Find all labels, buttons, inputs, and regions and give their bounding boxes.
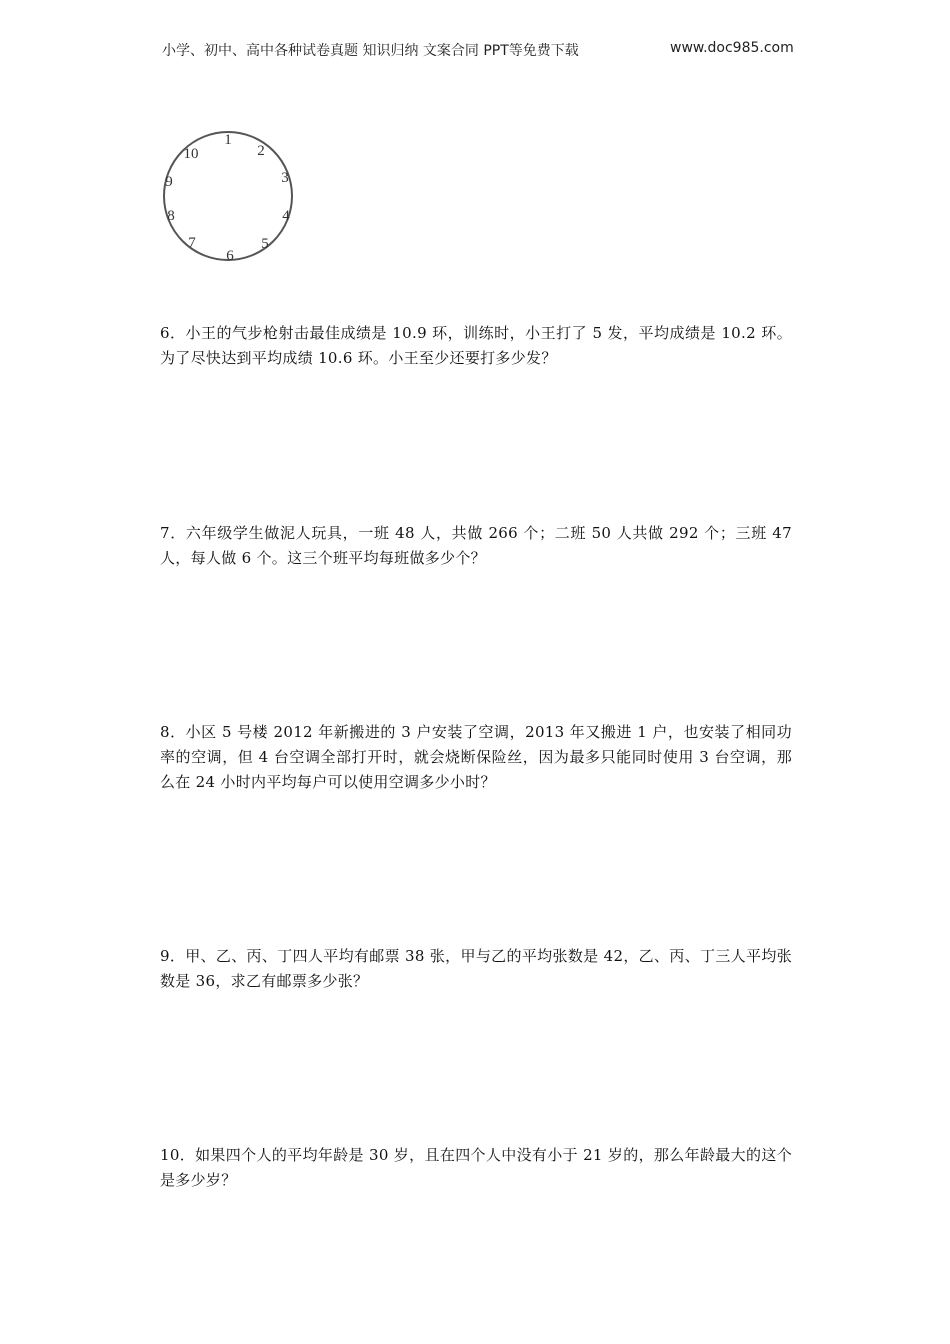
clock-number-8: 8 — [167, 208, 175, 224]
question-8: 8．小区 5 号楼 2012 年新搬进的 3 户安装了空调，2013 年又搬进 1 户，也安装了相同功率的空调，但 4 台空调全部打开时，就会烧断保险丝，因为最多只能同时使用 3 台空调，那么在 24 小时内平均每户可以使用空调多少小时？ — [160, 723, 792, 791]
clock-number-9: 9 — [165, 174, 173, 190]
page-header — [162, 40, 802, 60]
clock-number-1: 1 — [224, 132, 232, 148]
clock-number-2: 2 — [257, 143, 265, 159]
clock-number-7: 7 — [188, 235, 196, 251]
header-text: 小学、初中、高中各种试卷真题 知识归纳 文案合同 PPT等免费下载 — [162, 43, 579, 59]
clock-number-4: 4 — [282, 208, 290, 224]
clock-number-6: 6 — [226, 248, 234, 264]
clock-number-5: 5 — [261, 236, 269, 252]
clock-number-3: 3 — [281, 170, 289, 186]
question-7: 7．六年级学生做泥人玩具，一班 48 人，共做 266 个；二班 50 人共做 292 个；三班 47 人，每人做 6 个。这三个班平均每班做多少个？ — [160, 524, 792, 567]
question-9: 9．甲、乙、丙、丁四人平均有邮票 38 张，甲与乙的平均张数是 42，乙、丙、丁三人平均张数是 36，求乙有邮票多少张？ — [160, 947, 792, 990]
header-site-link[interactable]: www.doc985.com — [670, 40, 794, 56]
clock-number-10: 10 — [183, 146, 199, 162]
clock-diagram — [158, 126, 298, 266]
question-10: 10．如果四个人的平均年龄是 30 岁，且在四个人中没有小于 21 岁的，那么年龄最大的这个是多少岁？ — [160, 1146, 792, 1189]
question-6: 6．小王的气步枪射击最佳成绩是 10.9 环，训练时，小王打了 5 发，平均成绩是 10.2 环。为了尽快达到平均成绩 10.6 环。小王至少还要打多少发？ — [160, 324, 792, 367]
